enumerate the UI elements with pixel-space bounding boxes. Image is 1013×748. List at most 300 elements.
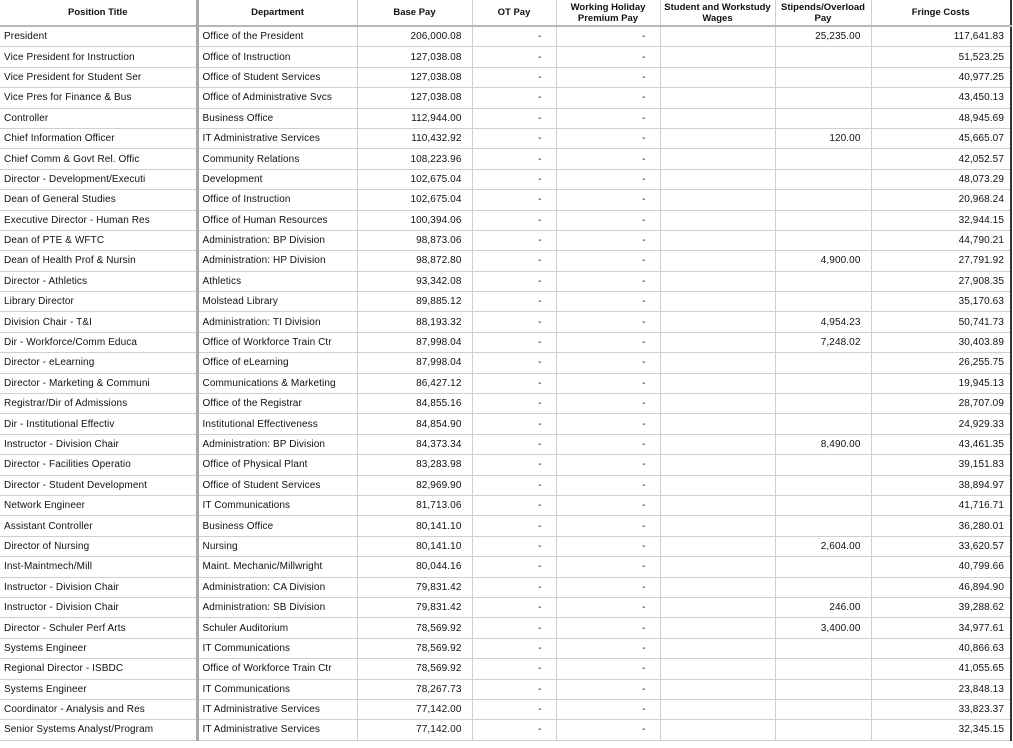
- cell-position-title[interactable]: Controller: [0, 108, 197, 128]
- cell-holiday-premium-pay[interactable]: -: [556, 271, 660, 291]
- cell-stipends-overload[interactable]: 2,604.00: [775, 536, 871, 556]
- cell-position-title[interactable]: Systems Engineer: [0, 679, 197, 699]
- cell-stipends-overload[interactable]: 4,954.23: [775, 312, 871, 332]
- cell-student-wages[interactable]: [660, 414, 775, 434]
- cell-base-pay[interactable]: 80,044.16: [357, 557, 472, 577]
- cell-fringe-costs[interactable]: 117,641.83: [871, 26, 1011, 47]
- cell-base-pay[interactable]: 79,831.42: [357, 597, 472, 617]
- cell-student-wages[interactable]: [660, 495, 775, 515]
- cell-department[interactable]: Administration: TI Division: [197, 312, 357, 332]
- cell-stipends-overload[interactable]: 25,235.00: [775, 26, 871, 47]
- cell-base-pay[interactable]: 82,969.90: [357, 475, 472, 495]
- cell-ot-pay[interactable]: -: [472, 659, 556, 679]
- cell-position-title[interactable]: Director - Schuler Perf Arts: [0, 618, 197, 638]
- cell-stipends-overload[interactable]: [775, 699, 871, 719]
- cell-ot-pay[interactable]: -: [472, 475, 556, 495]
- cell-ot-pay[interactable]: -: [472, 149, 556, 169]
- table-row: [0, 128, 1011, 148]
- cell-position-title[interactable]: Dean of PTE & WFTC: [0, 230, 197, 250]
- cell-position-title[interactable]: Dean of Health Prof & Nursin: [0, 251, 197, 271]
- cell-department[interactable]: Administration: SB Division: [197, 597, 357, 617]
- cell-fringe-costs[interactable]: 45,665.07: [871, 128, 1011, 148]
- cell-student-wages[interactable]: [660, 292, 775, 312]
- header-ot-pay[interactable]: OT Pay: [472, 0, 556, 26]
- cell-holiday-premium-pay[interactable]: -: [556, 557, 660, 577]
- cell-position-title[interactable]: Director - Facilities Operatio: [0, 455, 197, 475]
- cell-holiday-premium-pay[interactable]: -: [556, 516, 660, 536]
- cell-ot-pay[interactable]: -: [472, 414, 556, 434]
- cell-position-title[interactable]: Instructor - Division Chair: [0, 577, 197, 597]
- cell-holiday-premium-pay[interactable]: -: [556, 169, 660, 189]
- cell-holiday-premium-pay[interactable]: -: [556, 720, 660, 740]
- cell-holiday-premium-pay[interactable]: -: [556, 332, 660, 352]
- cell-base-pay[interactable]: 127,038.08: [357, 47, 472, 67]
- cell-ot-pay[interactable]: -: [472, 88, 556, 108]
- cell-ot-pay[interactable]: -: [472, 47, 556, 67]
- cell-ot-pay[interactable]: -: [472, 190, 556, 210]
- cell-ot-pay[interactable]: -: [472, 536, 556, 556]
- cell-fringe-costs[interactable]: 34,977.61: [871, 618, 1011, 638]
- cell-base-pay[interactable]: 78,569.92: [357, 618, 472, 638]
- cell-position-title[interactable]: Dean of General Studies: [0, 190, 197, 210]
- cell-department[interactable]: Office of Administrative Svcs: [197, 88, 357, 108]
- cell-holiday-premium-pay[interactable]: -: [556, 149, 660, 169]
- cell-position-title[interactable]: President: [0, 26, 197, 47]
- cell-position-title[interactable]: Assistant Controller: [0, 516, 197, 536]
- cell-student-wages[interactable]: [660, 271, 775, 291]
- cell-ot-pay[interactable]: -: [472, 332, 556, 352]
- cell-ot-pay[interactable]: -: [472, 597, 556, 617]
- cell-department[interactable]: IT Communications: [197, 638, 357, 658]
- header-base-pay[interactable]: Base Pay: [357, 0, 472, 26]
- cell-position-title[interactable]: Chief Comm & Govt Rel. Offic: [0, 149, 197, 169]
- cell-position-title[interactable]: Director - Marketing & Communi: [0, 373, 197, 393]
- cell-base-pay[interactable]: 98,873.06: [357, 230, 472, 250]
- cell-base-pay[interactable]: 80,141.10: [357, 536, 472, 556]
- cell-holiday-premium-pay[interactable]: -: [556, 251, 660, 271]
- cell-stipends-overload[interactable]: [775, 577, 871, 597]
- cell-base-pay[interactable]: 78,569.92: [357, 638, 472, 658]
- cell-ot-pay[interactable]: -: [472, 516, 556, 536]
- cell-ot-pay[interactable]: -: [472, 699, 556, 719]
- header-position-title[interactable]: Position Title: [0, 0, 197, 26]
- cell-ot-pay[interactable]: -: [472, 251, 556, 271]
- table-row: [0, 638, 1011, 658]
- cell-fringe-costs[interactable]: 19,945.13: [871, 373, 1011, 393]
- cell-student-wages[interactable]: [660, 659, 775, 679]
- cell-student-wages[interactable]: [660, 618, 775, 638]
- cell-stipends-overload[interactable]: [775, 292, 871, 312]
- cell-position-title[interactable]: Vice President for Student Ser: [0, 67, 197, 87]
- cell-position-title[interactable]: Director - eLearning: [0, 353, 197, 373]
- cell-position-title[interactable]: Coordinator - Analysis and Res: [0, 699, 197, 719]
- cell-stipends-overload[interactable]: [775, 373, 871, 393]
- cell-department[interactable]: Office of the President: [197, 26, 357, 47]
- table-row: [0, 434, 1011, 454]
- cell-fringe-costs[interactable]: 43,461.35: [871, 434, 1011, 454]
- cell-holiday-premium-pay[interactable]: -: [556, 210, 660, 230]
- table-row: [0, 271, 1011, 291]
- cell-base-pay[interactable]: 78,569.92: [357, 659, 472, 679]
- cell-fringe-costs[interactable]: 32,345.15: [871, 720, 1011, 740]
- cell-base-pay[interactable]: 98,872.80: [357, 251, 472, 271]
- cell-base-pay[interactable]: 89,885.12: [357, 292, 472, 312]
- cell-fringe-costs[interactable]: 35,170.63: [871, 292, 1011, 312]
- cell-ot-pay[interactable]: -: [472, 618, 556, 638]
- cell-base-pay[interactable]: 83,283.98: [357, 455, 472, 475]
- cell-student-wages[interactable]: [660, 312, 775, 332]
- cell-holiday-premium-pay[interactable]: -: [556, 414, 660, 434]
- cell-department[interactable]: IT Administrative Services: [197, 699, 357, 719]
- cell-position-title[interactable]: Vice President for Instruction: [0, 47, 197, 67]
- cell-stipends-overload[interactable]: [775, 149, 871, 169]
- cell-base-pay[interactable]: 102,675.04: [357, 169, 472, 189]
- cell-position-title[interactable]: Regional Director - ISBDC: [0, 659, 197, 679]
- cell-base-pay[interactable]: 87,998.04: [357, 332, 472, 352]
- cell-department[interactable]: Nursing: [197, 536, 357, 556]
- cell-position-title[interactable]: Registrar/Dir of Admissions: [0, 394, 197, 414]
- cell-base-pay[interactable]: 93,342.08: [357, 271, 472, 291]
- cell-fringe-costs[interactable]: 40,977.25: [871, 67, 1011, 87]
- cell-stipends-overload[interactable]: [775, 638, 871, 658]
- cell-holiday-premium-pay[interactable]: -: [556, 475, 660, 495]
- cell-stipends-overload[interactable]: [775, 353, 871, 373]
- cell-holiday-premium-pay[interactable]: -: [556, 108, 660, 128]
- cell-department[interactable]: Office of Workforce Train Ctr: [197, 332, 357, 352]
- cell-ot-pay[interactable]: -: [472, 557, 556, 577]
- cell-position-title[interactable]: Division Chair - T&I: [0, 312, 197, 332]
- cell-ot-pay[interactable]: -: [472, 638, 556, 658]
- cell-ot-pay[interactable]: -: [472, 495, 556, 515]
- cell-fringe-costs[interactable]: 27,791.92: [871, 251, 1011, 271]
- cell-fringe-costs[interactable]: 30,403.89: [871, 332, 1011, 352]
- cell-position-title[interactable]: Instructor - Division Chair: [0, 434, 197, 454]
- cell-holiday-premium-pay[interactable]: -: [556, 353, 660, 373]
- cell-department[interactable]: Business Office: [197, 516, 357, 536]
- cell-fringe-costs[interactable]: 41,055.65: [871, 659, 1011, 679]
- cell-department[interactable]: Communications & Marketing: [197, 373, 357, 393]
- cell-position-title[interactable]: Library Director: [0, 292, 197, 312]
- cell-student-wages[interactable]: [660, 638, 775, 658]
- cell-department[interactable]: Athletics: [197, 271, 357, 291]
- cell-fringe-costs[interactable]: 32,944.15: [871, 210, 1011, 230]
- cell-ot-pay[interactable]: -: [472, 108, 556, 128]
- cell-department[interactable]: Office of Instruction: [197, 190, 357, 210]
- cell-holiday-premium-pay[interactable]: -: [556, 618, 660, 638]
- cell-student-wages[interactable]: [660, 190, 775, 210]
- cell-fringe-costs[interactable]: 48,073.29: [871, 169, 1011, 189]
- cell-holiday-premium-pay[interactable]: -: [556, 88, 660, 108]
- cell-student-wages[interactable]: [660, 169, 775, 189]
- cell-fringe-costs[interactable]: 33,620.57: [871, 536, 1011, 556]
- cell-stipends-overload[interactable]: [775, 394, 871, 414]
- cell-base-pay[interactable]: 127,038.08: [357, 88, 472, 108]
- cell-base-pay[interactable]: 84,854.90: [357, 414, 472, 434]
- cell-department[interactable]: Office of Instruction: [197, 47, 357, 67]
- cell-stipends-overload[interactable]: [775, 88, 871, 108]
- cell-fringe-costs[interactable]: 41,716.71: [871, 495, 1011, 515]
- cell-holiday-premium-pay[interactable]: -: [556, 455, 660, 475]
- cell-holiday-premium-pay[interactable]: -: [556, 373, 660, 393]
- cell-fringe-costs[interactable]: 42,052.57: [871, 149, 1011, 169]
- cell-department[interactable]: IT Administrative Services: [197, 128, 357, 148]
- cell-stipends-overload[interactable]: 8,490.00: [775, 434, 871, 454]
- cell-fringe-costs[interactable]: 44,790.21: [871, 230, 1011, 250]
- cell-ot-pay[interactable]: -: [472, 67, 556, 87]
- cell-holiday-premium-pay[interactable]: -: [556, 190, 660, 210]
- cell-position-title[interactable]: Dir - Workforce/Comm Educa: [0, 332, 197, 352]
- cell-holiday-premium-pay[interactable]: -: [556, 638, 660, 658]
- cell-fringe-costs[interactable]: 46,894.90: [871, 577, 1011, 597]
- cell-ot-pay[interactable]: -: [472, 679, 556, 699]
- cell-ot-pay[interactable]: -: [472, 720, 556, 740]
- cell-stipends-overload[interactable]: 4,900.00: [775, 251, 871, 271]
- cell-ot-pay[interactable]: -: [472, 271, 556, 291]
- table-row: [0, 394, 1011, 414]
- cell-student-wages[interactable]: [660, 394, 775, 414]
- cell-holiday-premium-pay[interactable]: -: [556, 128, 660, 148]
- cell-holiday-premium-pay[interactable]: -: [556, 312, 660, 332]
- cell-fringe-costs[interactable]: 39,288.62: [871, 597, 1011, 617]
- cell-base-pay[interactable]: 80,141.10: [357, 516, 472, 536]
- cell-fringe-costs[interactable]: 20,968.24: [871, 190, 1011, 210]
- cell-department[interactable]: IT Administrative Services: [197, 720, 357, 740]
- cell-position-title[interactable]: Executive Director - Human Res: [0, 210, 197, 230]
- cell-stipends-overload[interactable]: [775, 271, 871, 291]
- cell-ot-pay[interactable]: -: [472, 292, 556, 312]
- cell-student-wages[interactable]: [660, 108, 775, 128]
- cell-ot-pay[interactable]: -: [472, 128, 556, 148]
- cell-ot-pay[interactable]: -: [472, 230, 556, 250]
- cell-student-wages[interactable]: [660, 455, 775, 475]
- cell-position-title[interactable]: Director - Athletics: [0, 271, 197, 291]
- cell-fringe-costs[interactable]: 38,894.97: [871, 475, 1011, 495]
- cell-position-title[interactable]: Inst-Maintmech/Mill: [0, 557, 197, 577]
- cell-position-title[interactable]: Dir - Institutional Effectiv: [0, 414, 197, 434]
- cell-department[interactable]: Office of Workforce Train Ctr: [197, 659, 357, 679]
- cell-base-pay[interactable]: 108,223.96: [357, 149, 472, 169]
- cell-department[interactable]: IT Communications: [197, 679, 357, 699]
- cell-department[interactable]: Community Relations: [197, 149, 357, 169]
- cell-holiday-premium-pay[interactable]: -: [556, 67, 660, 87]
- cell-department[interactable]: Administration: BP Division: [197, 434, 357, 454]
- table-row: [0, 679, 1011, 699]
- cell-position-title[interactable]: Network Engineer: [0, 495, 197, 515]
- cell-fringe-costs[interactable]: 43,450.13: [871, 88, 1011, 108]
- cell-fringe-costs[interactable]: 39,151.83: [871, 455, 1011, 475]
- table-row: [0, 332, 1011, 352]
- cell-ot-pay[interactable]: -: [472, 373, 556, 393]
- cell-student-wages[interactable]: [660, 434, 775, 454]
- cell-department[interactable]: Molstead Library: [197, 292, 357, 312]
- cell-base-pay[interactable]: 100,394.06: [357, 210, 472, 230]
- cell-fringe-costs[interactable]: 36,280.01: [871, 516, 1011, 536]
- cell-stipends-overload[interactable]: [775, 169, 871, 189]
- cell-holiday-premium-pay[interactable]: -: [556, 536, 660, 556]
- cell-holiday-premium-pay[interactable]: -: [556, 679, 660, 699]
- cell-base-pay[interactable]: 77,142.00: [357, 720, 472, 740]
- header-stipends-overload-pay[interactable]: Stipends/Overload Pay: [775, 0, 871, 26]
- cell-fringe-costs[interactable]: 24,929.33: [871, 414, 1011, 434]
- table-row: [0, 557, 1011, 577]
- cell-stipends-overload[interactable]: [775, 108, 871, 128]
- cell-base-pay[interactable]: 102,675.04: [357, 190, 472, 210]
- cell-ot-pay[interactable]: -: [472, 455, 556, 475]
- cell-holiday-premium-pay[interactable]: -: [556, 659, 660, 679]
- cell-fringe-costs[interactable]: 50,741.73: [871, 312, 1011, 332]
- cell-stipends-overload[interactable]: [775, 414, 871, 434]
- cell-fringe-costs[interactable]: 48,945.69: [871, 108, 1011, 128]
- cell-stipends-overload[interactable]: [775, 47, 871, 67]
- cell-holiday-premium-pay[interactable]: -: [556, 699, 660, 719]
- cell-department[interactable]: Office of Physical Plant: [197, 455, 357, 475]
- cell-base-pay[interactable]: 206,000.08: [357, 26, 472, 47]
- cell-stipends-overload[interactable]: [775, 210, 871, 230]
- cell-student-wages[interactable]: [660, 557, 775, 577]
- cell-ot-pay[interactable]: -: [472, 577, 556, 597]
- cell-fringe-costs[interactable]: 27,908.35: [871, 271, 1011, 291]
- cell-holiday-premium-pay[interactable]: -: [556, 292, 660, 312]
- cell-position-title[interactable]: Senior Systems Analyst/Program: [0, 720, 197, 740]
- cell-student-wages[interactable]: [660, 88, 775, 108]
- cell-student-wages[interactable]: [660, 536, 775, 556]
- cell-fringe-costs[interactable]: 23,848.13: [871, 679, 1011, 699]
- cell-student-wages[interactable]: [660, 516, 775, 536]
- cell-holiday-premium-pay[interactable]: -: [556, 26, 660, 47]
- cell-base-pay[interactable]: 88,193.32: [357, 312, 472, 332]
- cell-stipends-overload[interactable]: [775, 557, 871, 577]
- cell-ot-pay[interactable]: -: [472, 353, 556, 373]
- cell-base-pay[interactable]: 112,944.00: [357, 108, 472, 128]
- table-row: [0, 292, 1011, 312]
- cell-stipends-overload[interactable]: [775, 516, 871, 536]
- cell-holiday-premium-pay[interactable]: -: [556, 577, 660, 597]
- cell-stipends-overload[interactable]: [775, 495, 871, 515]
- table-row: [0, 536, 1011, 556]
- cell-stipends-overload[interactable]: 7,248.02: [775, 332, 871, 352]
- cell-ot-pay[interactable]: -: [472, 26, 556, 47]
- cell-department[interactable]: Office of Student Services: [197, 475, 357, 495]
- cell-ot-pay[interactable]: -: [472, 210, 556, 230]
- header-department[interactable]: Department: [197, 0, 357, 26]
- header-row: [0, 0, 1011, 26]
- cell-fringe-costs[interactable]: 40,799.66: [871, 557, 1011, 577]
- cell-base-pay[interactable]: 127,038.08: [357, 67, 472, 87]
- cell-fringe-costs[interactable]: 51,523.25: [871, 47, 1011, 67]
- cell-stipends-overload[interactable]: [775, 475, 871, 495]
- cell-student-wages[interactable]: [660, 577, 775, 597]
- cell-department[interactable]: Office of Human Resources: [197, 210, 357, 230]
- cell-student-wages[interactable]: [660, 67, 775, 87]
- cell-student-wages[interactable]: [660, 720, 775, 740]
- cell-department[interactable]: Office of Student Services: [197, 67, 357, 87]
- cell-department[interactable]: Administration: HP Division: [197, 251, 357, 271]
- header-fringe-costs[interactable]: Fringe Costs: [871, 0, 1011, 26]
- table-row: [0, 516, 1011, 536]
- cell-student-wages[interactable]: [660, 230, 775, 250]
- cell-ot-pay[interactable]: -: [472, 169, 556, 189]
- cell-position-title[interactable]: Chief Information Officer: [0, 128, 197, 148]
- cell-student-wages[interactable]: [660, 26, 775, 47]
- cell-department[interactable]: Administration: CA Division: [197, 577, 357, 597]
- cell-holiday-premium-pay[interactable]: -: [556, 495, 660, 515]
- cell-stipends-overload[interactable]: 3,400.00: [775, 618, 871, 638]
- cell-ot-pay[interactable]: -: [472, 434, 556, 454]
- cell-stipends-overload[interactable]: [775, 455, 871, 475]
- cell-fringe-costs[interactable]: 26,255.75: [871, 353, 1011, 373]
- cell-student-wages[interactable]: [660, 210, 775, 230]
- cell-holiday-premium-pay[interactable]: -: [556, 434, 660, 454]
- cell-position-title[interactable]: Vice Pres for Finance & Bus: [0, 88, 197, 108]
- cell-student-wages[interactable]: [660, 475, 775, 495]
- cell-department[interactable]: Business Office: [197, 108, 357, 128]
- cell-department[interactable]: Institutional Effectiveness: [197, 414, 357, 434]
- cell-position-title[interactable]: Director - Student Development: [0, 475, 197, 495]
- cell-stipends-overload[interactable]: [775, 720, 871, 740]
- header-student-workstudy-wages[interactable]: Student and Workstudy Wages: [660, 0, 775, 26]
- cell-department[interactable]: Schuler Auditorium: [197, 618, 357, 638]
- header-holiday-premium-pay[interactable]: Working Holiday Premium Pay: [556, 0, 660, 26]
- cell-base-pay[interactable]: 79,831.42: [357, 577, 472, 597]
- cell-holiday-premium-pay[interactable]: -: [556, 597, 660, 617]
- cell-department[interactable]: Administration: BP Division: [197, 230, 357, 250]
- cell-fringe-costs[interactable]: 28,707.09: [871, 394, 1011, 414]
- cell-stipends-overload[interactable]: 120.00: [775, 128, 871, 148]
- cell-department[interactable]: Maint. Mechanic/Millwright: [197, 557, 357, 577]
- cell-student-wages[interactable]: [660, 128, 775, 148]
- cell-student-wages[interactable]: [660, 149, 775, 169]
- cell-department[interactable]: Office of eLearning: [197, 353, 357, 373]
- cell-position-title[interactable]: Director - Development/Executi: [0, 169, 197, 189]
- cell-base-pay[interactable]: 78,267.73: [357, 679, 472, 699]
- cell-base-pay[interactable]: 87,998.04: [357, 353, 472, 373]
- cell-stipends-overload[interactable]: [775, 190, 871, 210]
- cell-base-pay[interactable]: 86,427.12: [357, 373, 472, 393]
- cell-department[interactable]: IT Communications: [197, 495, 357, 515]
- cell-stipends-overload[interactable]: [775, 679, 871, 699]
- cell-base-pay[interactable]: 84,373.34: [357, 434, 472, 454]
- cell-student-wages[interactable]: [660, 47, 775, 67]
- cell-stipends-overload[interactable]: [775, 659, 871, 679]
- cell-stipends-overload[interactable]: 246.00: [775, 597, 871, 617]
- cell-base-pay[interactable]: 81,713.06: [357, 495, 472, 515]
- cell-holiday-premium-pay[interactable]: -: [556, 47, 660, 67]
- cell-base-pay[interactable]: 110,432.92: [357, 128, 472, 148]
- cell-student-wages[interactable]: [660, 353, 775, 373]
- cell-student-wages[interactable]: [660, 679, 775, 699]
- cell-student-wages[interactable]: [660, 699, 775, 719]
- cell-position-title[interactable]: Director of Nursing: [0, 536, 197, 556]
- cell-ot-pay[interactable]: -: [472, 394, 556, 414]
- cell-student-wages[interactable]: [660, 251, 775, 271]
- cell-student-wages[interactable]: [660, 373, 775, 393]
- cell-position-title[interactable]: Systems Engineer: [0, 638, 197, 658]
- cell-student-wages[interactable]: [660, 597, 775, 617]
- cell-ot-pay[interactable]: -: [472, 312, 556, 332]
- cell-holiday-premium-pay[interactable]: -: [556, 230, 660, 250]
- cell-stipends-overload[interactable]: [775, 230, 871, 250]
- cell-fringe-costs[interactable]: 40,866.63: [871, 638, 1011, 658]
- cell-stipends-overload[interactable]: [775, 67, 871, 87]
- cell-base-pay[interactable]: 77,142.00: [357, 699, 472, 719]
- cell-holiday-premium-pay[interactable]: -: [556, 394, 660, 414]
- cell-base-pay[interactable]: 84,855.16: [357, 394, 472, 414]
- cell-department[interactable]: Office of the Registrar: [197, 394, 357, 414]
- cell-student-wages[interactable]: [660, 332, 775, 352]
- cell-fringe-costs[interactable]: 33,823.37: [871, 699, 1011, 719]
- cell-position-title[interactable]: Instructor - Division Chair: [0, 597, 197, 617]
- cell-department[interactable]: Development: [197, 169, 357, 189]
